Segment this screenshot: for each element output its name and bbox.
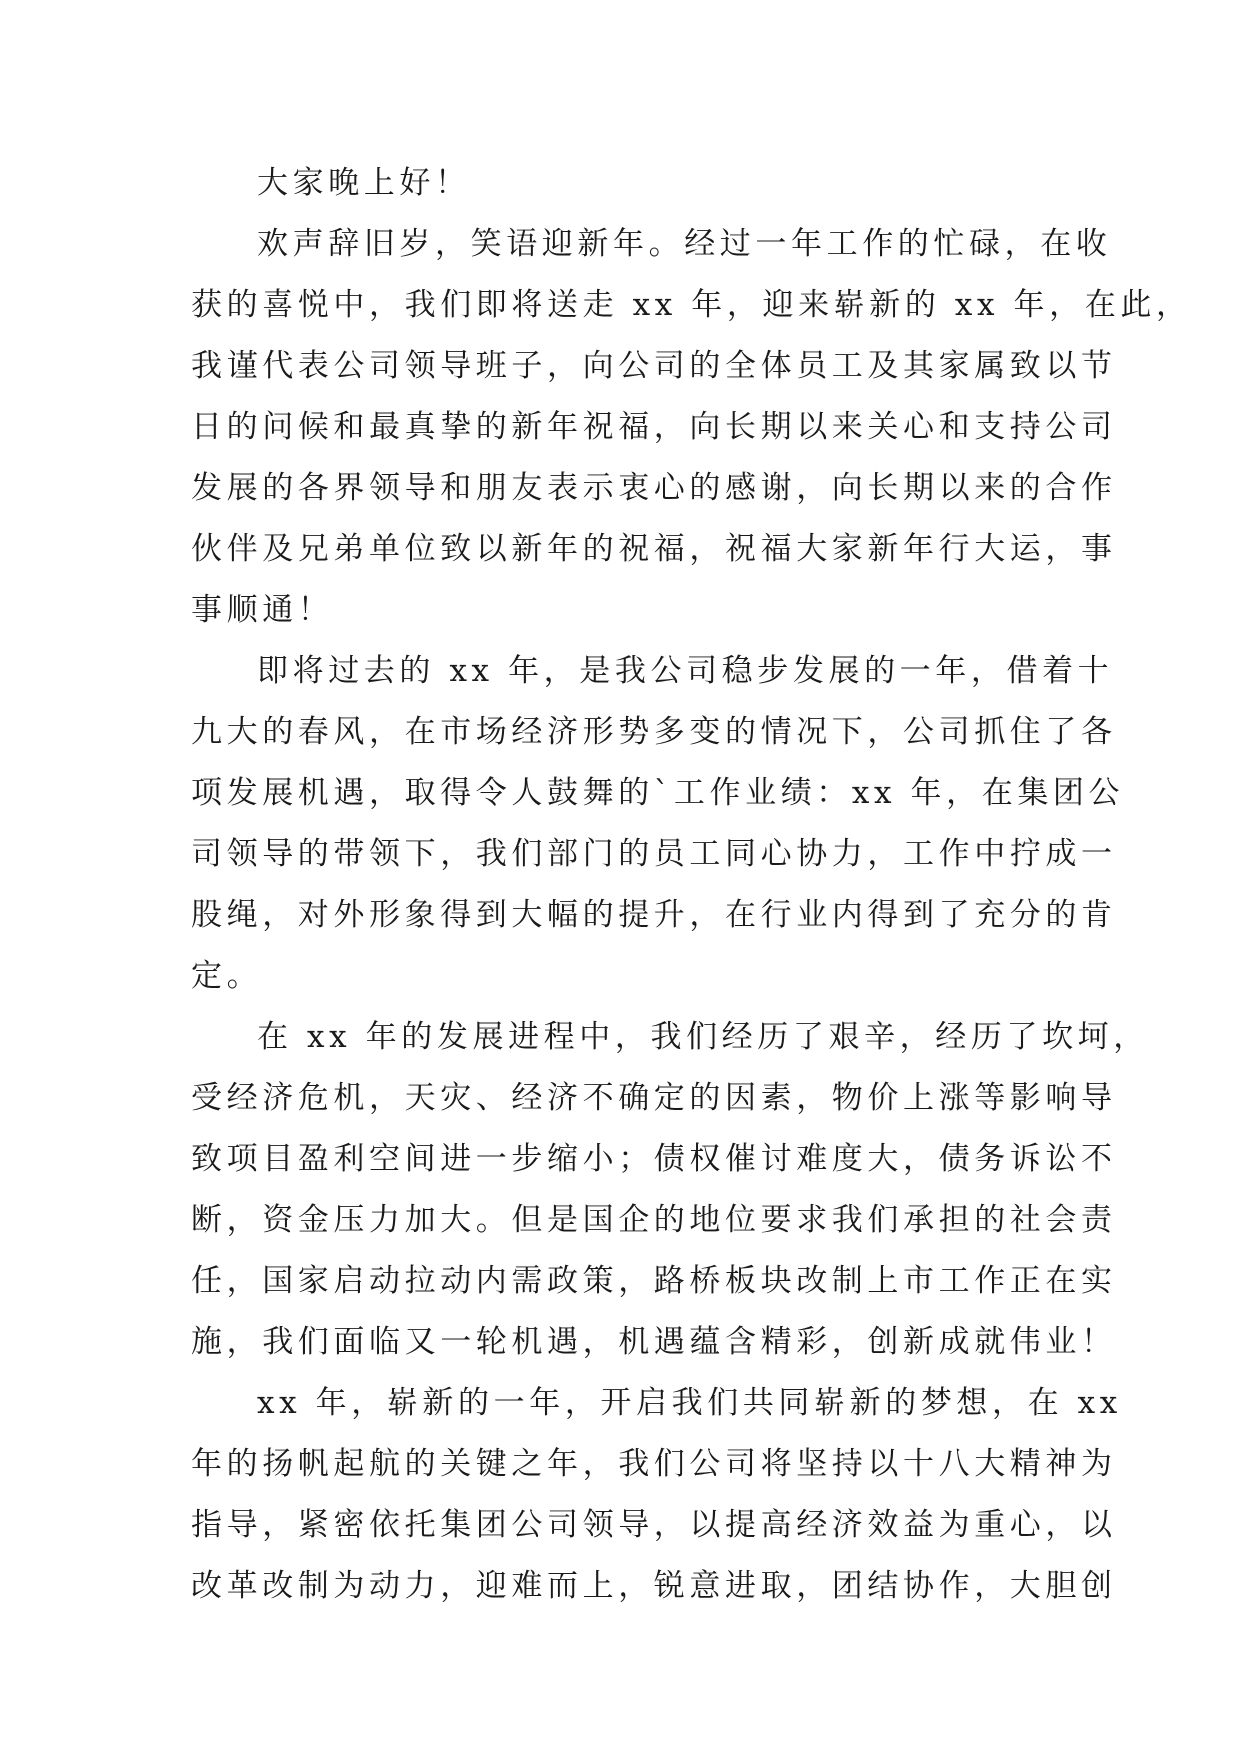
text-line: 发展的各界领导和朋友表示衷心的感谢，向长期以来的合作 xyxy=(191,470,1117,506)
text-line: 我谨代表公司领导班子，向公司的全体员工及其家属致以节 xyxy=(191,348,1117,384)
text-line: 断，资金压力加大。但是国企的地位要求我们承担的社会责 xyxy=(191,1202,1117,1238)
text-line: 大家晚上好！ xyxy=(257,165,471,201)
text-line: 九大的春风，在市场经济形势多变的情况下，公司抓住了各 xyxy=(191,714,1117,750)
text-line: 指导，紧密依托集团公司领导，以提高经济效益为重心，以 xyxy=(191,1507,1117,1543)
text-line: 施，我们面临又一轮机遇，机遇蕴含精彩，创新成就伟业！ xyxy=(191,1324,1117,1360)
paragraph-outlook xyxy=(191,1373,1122,1617)
paragraph-new-year-wishes xyxy=(191,214,1192,641)
text-line: 年的扬帆起航的关键之年，我们公司将坚持以十八大精神为 xyxy=(191,1446,1117,1482)
text-line: 司领导的带领下，我们部门的员工同心协力，工作中拧成一 xyxy=(191,836,1117,872)
text-line: 改革改制为动力，迎难而上，锐意进取，团结协作，大胆创 xyxy=(191,1568,1117,1604)
text-line: 受经济危机，天灾、经济不确定的因素，物价上涨等影响导 xyxy=(191,1080,1117,1116)
text-line: 项发展机遇，取得令人鼓舞的`工作业绩：xx 年，在集团公 xyxy=(191,775,1125,811)
text-line: 获的喜悦中，我们即将送走 xx 年，迎来崭新的 xx 年，在此， xyxy=(191,287,1192,323)
text-line: 股绳，对外形象得到大幅的提升，在行业内得到了充分的肯 xyxy=(191,897,1117,933)
text-line: 致项目盈利空间进一步缩小；债权催讨难度大，债务诉讼不 xyxy=(191,1141,1117,1177)
text-line: 即将过去的 xx 年，是我公司稳步发展的一年，借着十 xyxy=(257,653,1114,689)
text-line: 伙伴及兄弟单位致以新年的祝福，祝福大家新年行大运，事 xyxy=(191,531,1117,567)
paragraph-greeting xyxy=(191,153,1061,214)
text-line: 日的问候和最真挚的新年祝福，向长期以来关心和支持公司 xyxy=(191,409,1117,445)
paragraph-year-review xyxy=(191,641,1125,1007)
text-line: xx 年，崭新的一年，开启我们共同崭新的梦想，在 xx xyxy=(257,1385,1122,1421)
text-line: 事顺通！ xyxy=(191,592,334,628)
text-line: 任，国家启动拉动内需政策，路桥板块改制上市工作正在实 xyxy=(191,1263,1117,1299)
paragraph-challenges xyxy=(191,1007,1149,1373)
text-line: 欢声辞旧岁，笑语迎新年。经过一年工作的忙碌，在收 xyxy=(257,226,1112,262)
document-body xyxy=(191,153,1192,1617)
text-line: 在 xx 年的发展进程中，我们经历了艰辛，经历了坎坷， xyxy=(257,1019,1149,1055)
text-line: 定。 xyxy=(191,958,263,994)
